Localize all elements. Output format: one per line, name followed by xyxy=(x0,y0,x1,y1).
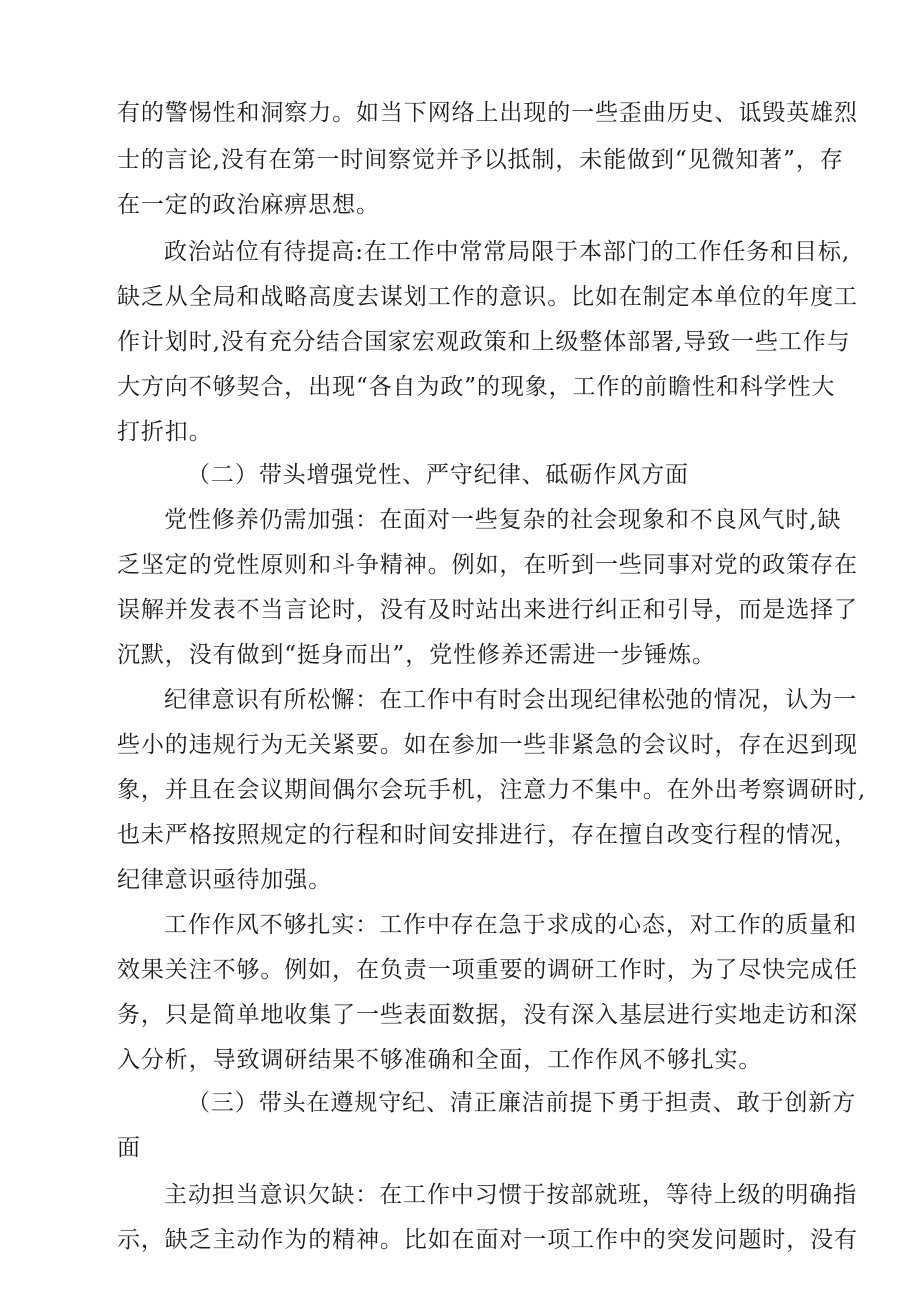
paragraph-first-line: 主动担当意识欠缺：在工作中习惯于按部就班，等待上级的明确指 xyxy=(164,1182,858,1208)
body-text-line: 入分析，导致调研结果不够准确和全面，工作作风不够扎实。 xyxy=(117,1047,763,1073)
body-text-line: 作计划时,没有充分结合国家宏观政策和上级整体部署,导致一些工作与 xyxy=(117,329,851,355)
body-text-line: 纪律意识亟待加强。 xyxy=(117,867,333,893)
body-text-line: 缺乏从全局和战略高度去谋划工作的意识。比如在制定本单位的年度工 xyxy=(117,284,858,310)
paragraph-first-line: 政治站位有待提高:在工作中常常局限于本部门的工作任务和目标, xyxy=(164,239,851,265)
paragraph-first-line: 党性修养仍需加强：在面对一些复杂的社会现象和不良风气时,缺 xyxy=(164,507,842,533)
section-heading-3: （三）带头在遵规守纪、清正廉洁前提下勇于担责、敢于创新方 xyxy=(187,1090,857,1116)
body-text-line: 有的警惕性和洞察力。如当下网络上出现的一些歪曲历史、诋毁英雄烈 xyxy=(117,100,858,126)
body-text-line: 士的言论,没有在第一时间察觉并予以抵制，未能做到“见微知著”，存 xyxy=(117,147,844,173)
body-text-line: 务，只是简单地收集了一些表面数据，没有深入基层进行实地走访和深 xyxy=(117,1002,858,1028)
body-text-line: 效果关注不够。例如，在负责一项重要的调研工作时，为了尽快完成任 xyxy=(117,957,858,983)
section-heading-2: （二）带头增强党性、严守纪律、砥砺作风方面 xyxy=(187,462,689,488)
body-text-line: 象，并且在会议期间偶尔会玩手机，注意力不集中。在外出考察调研时, xyxy=(117,777,867,803)
body-text-line: 大方向不够契合，出现“各自为政”的现象，工作的前瞻性和科学性大 xyxy=(117,374,836,400)
body-text-line: 打折扣。 xyxy=(117,419,213,445)
body-text-line: 沉默，没有做到“挺身而出”，党性修养还需进一步锤炼。 xyxy=(117,642,716,668)
body-text-line: 示，缺乏主动作为的精神。比如在面对一项工作中的突发问题时，没有 xyxy=(117,1227,858,1253)
body-text-line: 乏坚定的党性原则和斗争精神。例如，在听到一些同事对党的政策存在 xyxy=(117,552,858,578)
body-text-line: 也未严格按照规定的行程和时间安排进行，存在擅自改变行程的情况， xyxy=(117,822,858,848)
paragraph-first-line: 纪律意识有所松懈：在工作中有时会出现纪律松弛的情况，认为一 xyxy=(164,687,858,713)
paragraph-first-line: 工作作风不够扎实：工作中存在急于求成的心态，对工作的质量和 xyxy=(164,912,858,938)
body-text-line: 在一定的政治麻痹思想。 xyxy=(117,192,380,218)
body-text-line: 些小的违规行为无关紧要。如在参加一些非紧急的会议时，存在迟到现 xyxy=(117,732,858,758)
section-heading-3-continued: 面 xyxy=(117,1135,141,1161)
body-text-line: 误解并发表不当言论时，没有及时站出来进行纠正和引导，而是选择了 xyxy=(117,597,858,623)
